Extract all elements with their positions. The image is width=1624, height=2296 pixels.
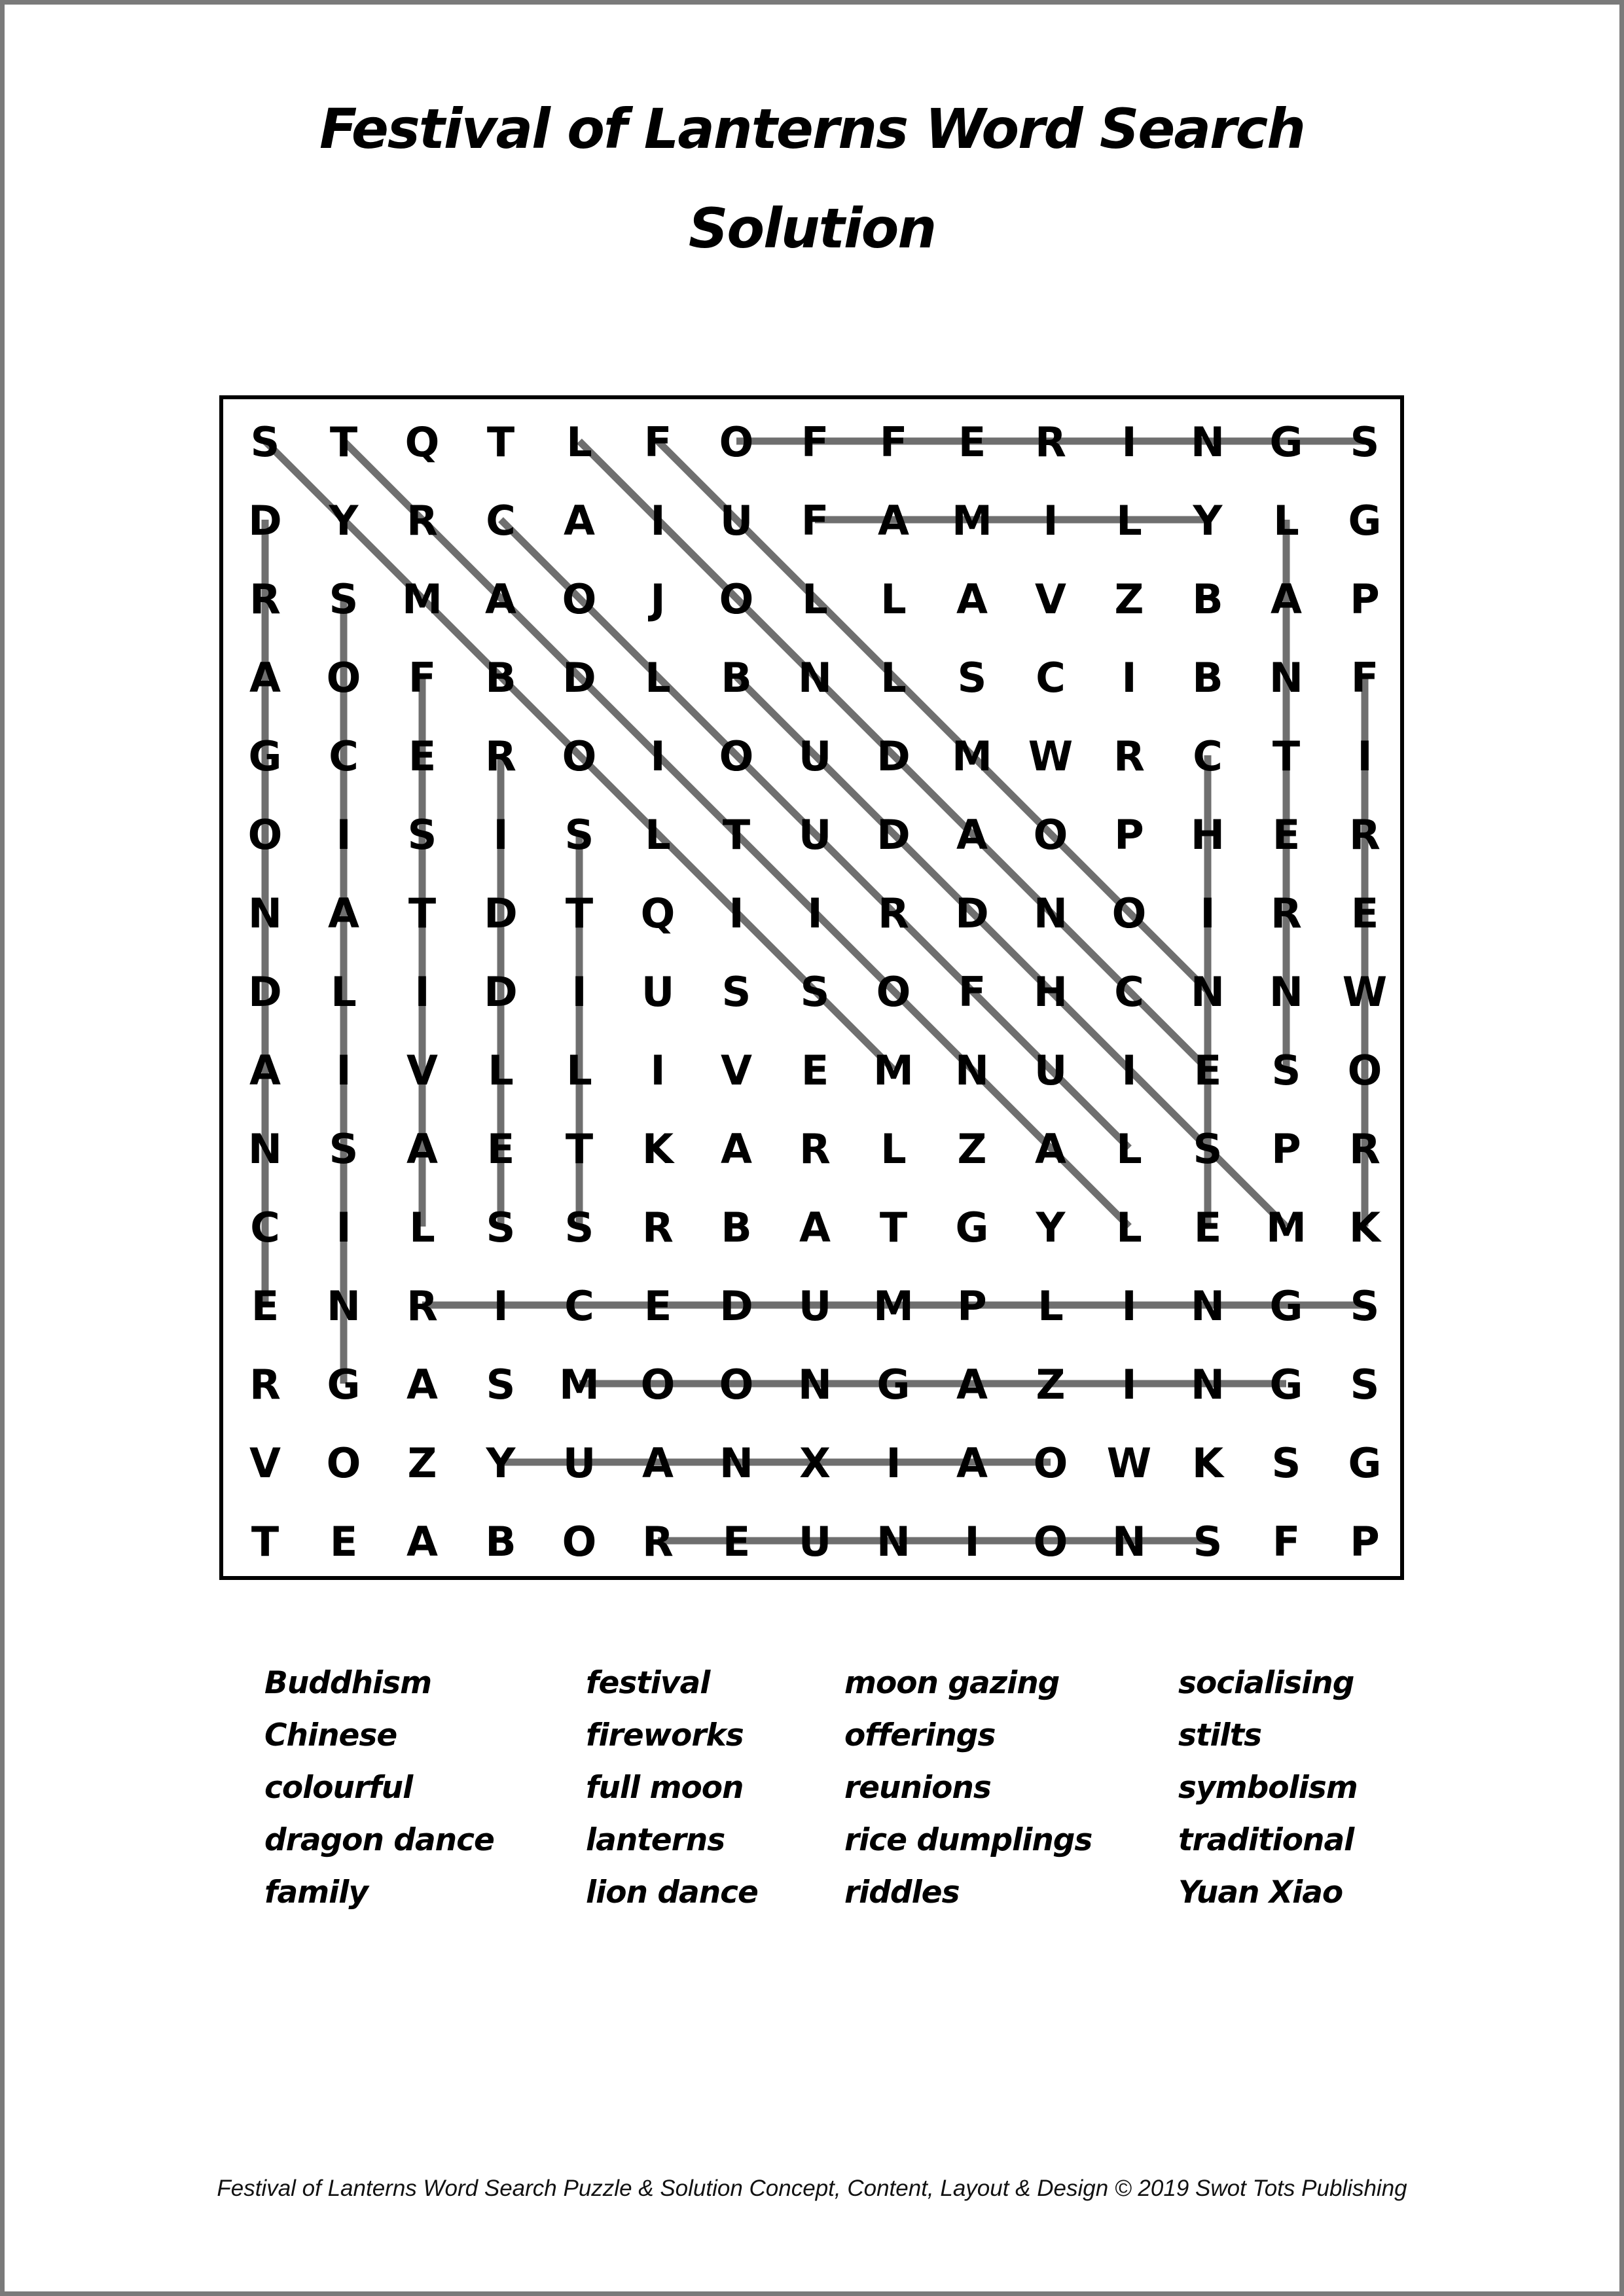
grid-cell: G: [327, 1361, 361, 1408]
grid-cell: F: [408, 654, 437, 702]
grid-cell: G: [1269, 1361, 1303, 1408]
grid-cell: C: [250, 1204, 280, 1251]
grid-cell: S: [957, 654, 987, 702]
grid-cell: T: [329, 418, 358, 466]
grid-cell: S: [1193, 1518, 1223, 1566]
grid-cell: R: [878, 889, 909, 937]
grid-cell: G: [1348, 497, 1382, 545]
grid-cell: L: [645, 811, 671, 859]
grid-cell: U: [641, 968, 675, 1016]
grid-cell: L: [1116, 497, 1142, 545]
word-list-item: festival: [586, 1665, 710, 1701]
grid-canvas: [223, 399, 1400, 1576]
word-list-item: fireworks: [586, 1717, 744, 1753]
grid-cell: T: [565, 1125, 594, 1173]
grid-cell: E: [958, 418, 986, 466]
grid-cell: O: [719, 418, 754, 466]
grid-cell: W: [1028, 732, 1074, 780]
grid-cell: U: [562, 1439, 596, 1487]
grid-cell: G: [1269, 1282, 1303, 1330]
grid-cell: S: [250, 418, 280, 466]
grid-cell: S: [721, 968, 751, 1016]
grid-cell: K: [641, 1125, 674, 1173]
grid-cell: O: [326, 1439, 361, 1487]
grid-cell: S: [800, 968, 830, 1016]
grid-cell: L: [1116, 1204, 1142, 1251]
grid-cell: Z: [1036, 1361, 1066, 1408]
grid-cell: L: [409, 1204, 435, 1251]
grid-cell: I: [336, 1204, 352, 1251]
grid-cell: M: [1266, 1204, 1307, 1251]
grid-cell: A: [406, 1361, 438, 1408]
grid-cell: I: [414, 968, 430, 1016]
grid-cell: S: [564, 811, 594, 859]
grid-cell: G: [955, 1204, 989, 1251]
grid-cell: O: [1033, 811, 1068, 859]
grid-cell: N: [1191, 418, 1225, 466]
grid-cell: A: [956, 811, 988, 859]
grid-cell: Y: [329, 497, 359, 545]
grid-cell: Z: [407, 1439, 437, 1487]
grid-cell: O: [326, 654, 361, 702]
grid-cell: D: [955, 889, 989, 937]
grid-cell: C: [329, 732, 359, 780]
grid-cell: G: [1269, 418, 1303, 466]
grid-cell: O: [1033, 1439, 1068, 1487]
grid-cell: U: [798, 811, 832, 859]
grid-cell: A: [485, 575, 516, 623]
grid-cell: P: [1271, 1125, 1301, 1173]
grid-cell: O: [1111, 889, 1147, 937]
grid-cell: P: [1114, 811, 1144, 859]
grid-cell: O: [247, 811, 283, 859]
grid-cell: Z: [957, 1125, 987, 1173]
word-search-grid: [219, 395, 1404, 1580]
grid-cell: I: [493, 1282, 509, 1330]
grid-cell: N: [1191, 1282, 1225, 1330]
grid-cell: A: [564, 497, 595, 545]
grid-cell: N: [798, 654, 832, 702]
grid-cell: A: [799, 1204, 831, 1251]
grid-cell: A: [878, 497, 909, 545]
grid-cell: T: [251, 1518, 280, 1566]
word-list-column-3: [844, 1657, 1092, 1919]
grid-cell: P: [957, 1282, 987, 1330]
grid-cell: I: [1121, 1282, 1137, 1330]
grid-cell: A: [249, 654, 281, 702]
grid-cell: D: [248, 497, 282, 545]
word-list-item: riddles: [844, 1874, 960, 1910]
grid-cell: M: [402, 575, 442, 623]
word-list-item: Yuan Xiao: [1178, 1874, 1343, 1910]
grid-cell: N: [1034, 889, 1068, 937]
grid-cell: H: [1191, 811, 1225, 859]
grid-cell: N: [955, 1047, 989, 1094]
grid-cell: F: [1350, 654, 1379, 702]
grid-cell: I: [1200, 889, 1216, 937]
grid-cell: G: [876, 1361, 911, 1408]
grid-cell: L: [880, 575, 907, 623]
grid-cell: F: [801, 497, 829, 545]
grid-cell: S: [1271, 1047, 1301, 1094]
grid-cell: I: [336, 1047, 352, 1094]
grid-cell: C: [1114, 968, 1144, 1016]
grid-cell: O: [562, 575, 597, 623]
grid-cell: A: [1035, 1125, 1066, 1173]
grid-cell: A: [406, 1518, 438, 1566]
grid-cell: U: [1034, 1047, 1068, 1094]
grid-cell: F: [958, 968, 986, 1016]
grid-cell: S: [1350, 418, 1380, 466]
grid-cell: I: [571, 968, 587, 1016]
grid-cell: A: [956, 1361, 988, 1408]
word-list-item: colourful: [264, 1770, 413, 1806]
grid-cell: O: [719, 575, 754, 623]
grid-cell: V: [1035, 575, 1066, 623]
grid-cell: S: [407, 811, 437, 859]
grid-cell: R: [1113, 732, 1145, 780]
grid-cell: C: [486, 497, 516, 545]
grid-cell: T: [722, 811, 751, 859]
grid-cell: N: [327, 1282, 361, 1330]
grid-cell: N: [1269, 654, 1303, 702]
word-list-item: family: [264, 1874, 368, 1910]
grid-cell: C: [1193, 732, 1223, 780]
grid-cell: I: [650, 1047, 666, 1094]
grid-cell: S: [486, 1361, 516, 1408]
grid-cell: Z: [1114, 575, 1144, 623]
grid-cell: B: [485, 654, 516, 702]
grid-cell: V: [249, 1439, 281, 1487]
grid-cell: E: [1272, 811, 1301, 859]
word-list-item: Buddhism: [264, 1665, 432, 1701]
word-list-item: lion dance: [586, 1874, 758, 1910]
grid-cell: I: [807, 889, 823, 937]
grid-cell: N: [1112, 1518, 1146, 1566]
grid-cell: E: [1193, 1047, 1222, 1094]
grid-cell: I: [1043, 497, 1058, 545]
grid-cell: V: [406, 1047, 438, 1094]
grid-cell: E: [722, 1518, 751, 1566]
word-list-item: Chinese: [264, 1717, 397, 1753]
grid-cell: B: [1192, 575, 1223, 623]
grid-cell: E: [251, 1282, 280, 1330]
grid-cell: L: [566, 1047, 592, 1094]
grid-cell: N: [876, 1518, 911, 1566]
grid-cell: R: [1349, 1125, 1380, 1173]
word-list-column-4: [1178, 1657, 1358, 1919]
grid-cell: R: [249, 1361, 281, 1408]
grid-cell: A: [328, 889, 359, 937]
grid-cell: M: [873, 1047, 914, 1094]
grid-cell: O: [719, 1361, 754, 1408]
grid-cell: W: [1342, 968, 1388, 1016]
grid-cell: G: [1348, 1439, 1382, 1487]
grid-cell: T: [565, 889, 594, 937]
grid-cell: O: [1347, 1047, 1382, 1094]
grid-cell: A: [956, 575, 988, 623]
grid-cell: U: [719, 497, 753, 545]
grid-cell: A: [721, 1125, 752, 1173]
grid-cell: A: [642, 1439, 674, 1487]
grid-cell: L: [1273, 497, 1299, 545]
grid-cell: M: [559, 1361, 600, 1408]
grid-cell: S: [486, 1204, 516, 1251]
word-list-item: traditional: [1178, 1822, 1354, 1858]
grid-cell: D: [876, 732, 911, 780]
grid-cell: L: [880, 1125, 907, 1173]
grid-cell: N: [798, 1361, 832, 1408]
grid-cell: L: [488, 1047, 514, 1094]
grid-cell: F: [1272, 1518, 1301, 1566]
grid-cell: L: [645, 654, 671, 702]
grid-cell: I: [886, 1439, 901, 1487]
grid-cell: D: [562, 654, 596, 702]
grid-cell: P: [1350, 575, 1380, 623]
grid-cell: A: [406, 1125, 438, 1173]
grid-cell: I: [650, 732, 666, 780]
grid-cell: D: [248, 968, 282, 1016]
grid-cell: S: [1271, 1439, 1301, 1487]
grid-cell: L: [802, 575, 828, 623]
grid-cell: Y: [486, 1439, 516, 1487]
grid-cell: D: [876, 811, 911, 859]
grid-cell: R: [249, 575, 281, 623]
grid-cell: U: [798, 1518, 832, 1566]
grid-cell: E: [1350, 889, 1379, 937]
grid-cell: I: [1121, 1361, 1137, 1408]
grid-cell: S: [1350, 1282, 1380, 1330]
grid-cell: U: [798, 1282, 832, 1330]
grid-cell: B: [721, 654, 752, 702]
grid-cell: I: [1121, 654, 1137, 702]
grid-cell: N: [719, 1439, 753, 1487]
grid-cell: Q: [405, 418, 440, 466]
word-list-item: socialising: [1178, 1665, 1354, 1701]
grid-cell: R: [485, 732, 516, 780]
grid-cell: D: [484, 889, 518, 937]
grid-cell: O: [719, 732, 754, 780]
word-list-column-1: [264, 1657, 494, 1919]
grid-cell: J: [650, 575, 666, 623]
grid-cell: O: [876, 968, 911, 1016]
grid-cell: E: [643, 1282, 672, 1330]
grid-cell: D: [719, 1282, 753, 1330]
grid-cell: P: [1350, 1518, 1380, 1566]
grid-cell: Y: [1036, 1204, 1066, 1251]
grid-cell: F: [879, 418, 908, 466]
grid-cell: I: [729, 889, 744, 937]
grid-cell: O: [640, 1361, 676, 1408]
grid-cell: S: [329, 575, 359, 623]
grid-cell: A: [1271, 575, 1302, 623]
grid-cell: T: [879, 1204, 908, 1251]
grid-cell: H: [1034, 968, 1068, 1016]
grid-cell: C: [1036, 654, 1066, 702]
grid-cell: E: [329, 1518, 358, 1566]
grid-cell: R: [406, 1282, 438, 1330]
grid-cell: F: [801, 418, 829, 466]
grid-cell: B: [485, 1518, 516, 1566]
grid-cell: M: [952, 497, 992, 545]
grid-cell: S: [329, 1125, 359, 1173]
grid-cell: R: [642, 1204, 674, 1251]
word-list-item: reunions: [844, 1770, 991, 1806]
grid-cell: O: [562, 1518, 597, 1566]
word-list-item: stilts: [1178, 1717, 1262, 1753]
grid-cell: C: [564, 1282, 594, 1330]
grid-cell: T: [408, 889, 437, 937]
grid-cell: W: [1106, 1439, 1152, 1487]
grid-cell: R: [799, 1125, 831, 1173]
grid-cell: O: [1033, 1518, 1068, 1566]
grid-cell: U: [798, 732, 832, 780]
grid-cell: R: [642, 1518, 674, 1566]
grid-cell: N: [1191, 968, 1225, 1016]
word-list-item: lanterns: [586, 1822, 725, 1858]
word-list-item: full moon: [586, 1770, 744, 1806]
letter-layer: [248, 418, 1388, 1566]
grid-cell: V: [721, 1047, 752, 1094]
grid-cell: S: [1193, 1125, 1223, 1173]
grid-cell: I: [650, 497, 666, 545]
grid-cell: I: [493, 811, 509, 859]
grid-cell: X: [799, 1439, 831, 1487]
grid-cell: F: [643, 418, 672, 466]
copyright-footer: Festival of Lanterns Word Search Puzzle & Solution Concept, Content, Layout & Design © 2019 Swot Tots Publishing: [217, 2176, 1407, 2201]
grid-cell: E: [801, 1047, 829, 1094]
grid-cell: R: [1035, 418, 1066, 466]
grid-cell: O: [562, 732, 597, 780]
grid-cell: R: [1349, 811, 1380, 859]
grid-cell: E: [408, 732, 437, 780]
grid-cell: B: [721, 1204, 752, 1251]
page-title: Festival of Lanterns Word Search: [319, 97, 1305, 161]
grid-cell: L: [566, 418, 592, 466]
grid-cell: I: [1121, 1047, 1137, 1094]
grid-cell: L: [1038, 1282, 1064, 1330]
grid-cell: G: [248, 732, 282, 780]
grid-cell: N: [248, 889, 282, 937]
grid-cell: A: [249, 1047, 281, 1094]
grid-cell: E: [486, 1125, 515, 1173]
grid-cell: K: [1191, 1439, 1224, 1487]
grid-cell: R: [406, 497, 438, 545]
grid-cell: L: [880, 654, 907, 702]
grid-cell: I: [964, 1518, 980, 1566]
word-list-item: rice dumplings: [844, 1822, 1092, 1858]
grid-cell: M: [952, 732, 992, 780]
grid-cell: L: [331, 968, 357, 1016]
grid-cell: I: [1121, 418, 1137, 466]
word-list-item: dragon dance: [264, 1822, 494, 1858]
grid-cell: T: [1272, 732, 1301, 780]
grid-cell: D: [484, 968, 518, 1016]
grid-cell: N: [1191, 1361, 1225, 1408]
word-list-item: symbolism: [1178, 1770, 1358, 1806]
grid-cell: R: [1271, 889, 1302, 937]
grid-cell: T: [486, 418, 515, 466]
grid-cell: E: [1193, 1204, 1222, 1251]
grid-cell: N: [1269, 968, 1303, 1016]
grid-cell: Y: [1193, 497, 1223, 545]
grid-cell: I: [1357, 732, 1373, 780]
grid-cell: Q: [640, 889, 676, 937]
grid-cell: K: [1348, 1204, 1381, 1251]
word-list-item: moon gazing: [844, 1665, 1060, 1701]
page-subtitle: Solution: [688, 196, 936, 260]
grid-cell: S: [1350, 1361, 1380, 1408]
grid-cell: A: [956, 1439, 988, 1487]
grid-cell: N: [248, 1125, 282, 1173]
grid-cell: B: [1192, 654, 1223, 702]
grid-cell: I: [336, 811, 352, 859]
grid-cell: L: [1116, 1125, 1142, 1173]
word-list-item: offerings: [844, 1717, 996, 1753]
grid-cell: M: [873, 1282, 914, 1330]
grid-cell: S: [564, 1204, 594, 1251]
word-list-column-2: [586, 1657, 758, 1919]
